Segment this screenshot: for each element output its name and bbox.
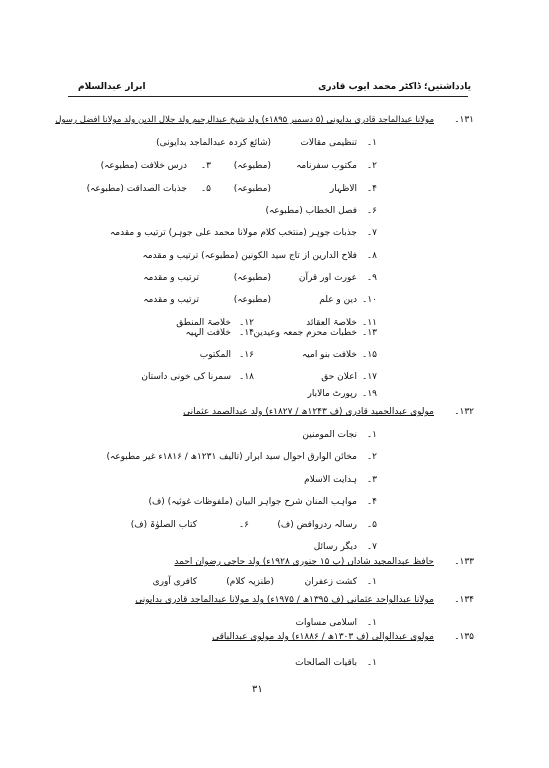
item-number: ۱۸۔ xyxy=(239,372,254,382)
item-title: باقیات الصالحات xyxy=(295,658,357,668)
item-number: ۱۔ xyxy=(366,577,377,587)
item-number: ۹۔ xyxy=(366,273,377,283)
item-title: مکتوب سفرنامہ xyxy=(296,161,357,171)
item-number: ۱۴۔ xyxy=(239,328,254,338)
item-title: ہدایت الاسلام xyxy=(304,475,357,485)
section-number: ۱۳۳۔ xyxy=(454,557,474,567)
section-number: ۱۳۲۔ xyxy=(454,407,474,417)
item-number: ۳۔ xyxy=(366,475,377,485)
item-title: مخائن الوارق احوال سید ابرار (تالیف ۱۲۳۱ھ / ۱۸۱۶ء غیر مطبوعہ) xyxy=(106,452,357,462)
item-title: خلاصۃ العقائد xyxy=(306,318,357,328)
item-note: (مطبوعہ) xyxy=(233,161,271,171)
item-number: ۵۔ xyxy=(366,520,377,530)
item-number: ۱۔ xyxy=(366,618,377,628)
item-number: ۱۔ xyxy=(366,658,377,668)
item-title: خلاصۃ المنطق xyxy=(176,318,231,328)
item-title: مواہب المنان شرح جواہر البیان (ملفوظات غوثیہ) (ف) xyxy=(148,497,357,507)
item-number: ۷۔ xyxy=(366,228,377,238)
section-number: ۱۳۵۔ xyxy=(454,632,474,642)
item-note: (طنزیہ کلام) xyxy=(226,577,274,587)
section-heading: حافظ عبدالمجید شاداں (پ ۱۵ جنوری ۱۹۲۸ء) ولد حاجی رضوان احمد xyxy=(174,557,434,567)
item-note: (مطبوعہ) xyxy=(233,273,271,283)
item-title: رسالہ ردروافض (ف) xyxy=(277,520,357,530)
item-number: ۱۔ xyxy=(366,430,377,440)
item-title: جذبات جوہر (منتخب کلام مولانا محمد علی جوہر) ترتیب و مقدمہ xyxy=(110,228,357,238)
item-number: ۷۔ xyxy=(366,542,377,552)
item-number: ۴۔ xyxy=(366,497,377,507)
item-number: ۱۶۔ xyxy=(239,350,254,360)
item-number: ۱۳۔ xyxy=(362,328,377,338)
item-title: کافری آوری xyxy=(152,577,197,587)
item-title: ترتیب و مقدمہ xyxy=(143,273,199,283)
item-title: خلافت الہیہ xyxy=(185,328,231,338)
item-title: سمرنا کی خونی داستان xyxy=(141,372,231,382)
item-number: ۱۔ xyxy=(366,138,377,148)
section-heading: مولانا عبدالواحد عثمانی (ف ۱۳۹۵ھ / ۱۹۷۵ء) ولد مولانا عبدالماجد قادری بدایونی xyxy=(135,595,434,605)
item-number: ۶۔ xyxy=(238,520,249,530)
item-note: (مطبوعہ) xyxy=(233,295,271,305)
item-number: ۸۔ xyxy=(366,251,377,261)
item-number: ۱۵۔ xyxy=(362,350,377,360)
item-title: عورت اور قرآن xyxy=(298,273,357,283)
item-number: ۲۔ xyxy=(366,452,377,462)
page-number: ۳۱ xyxy=(252,684,263,695)
item-number: ۱۰۔ xyxy=(362,295,377,305)
header-title-left: ابرار عبدالسلام xyxy=(78,82,146,92)
section-heading: مولانا عبدالماجد قادری بدایونی (۵ دسمبر ۱۸۹۵ء) ولد شیخ عبدالرحیم ولد جلال الدین ولد مولانا افضل رسول xyxy=(55,115,434,125)
item-number: ۱۷۔ xyxy=(362,372,377,382)
header-rule xyxy=(68,96,468,97)
item-number: ۳۔ xyxy=(200,161,211,171)
item-title: رپورٹ مالابار xyxy=(307,389,357,399)
item-title: اسلامی مساوات xyxy=(295,618,357,628)
item-title: کتاب الصلوٰۃ (ف) xyxy=(130,520,197,530)
item-number: ۱۹۔ xyxy=(362,389,377,399)
item-title: المکتوب xyxy=(199,350,231,360)
item-title: الاظہار xyxy=(329,184,357,194)
item-title: دین و علم xyxy=(319,295,357,305)
item-title: کشت زعفران xyxy=(304,577,357,587)
section-number: ۱۳۱۔ xyxy=(454,115,474,125)
item-title: خلافت بنو امیہ xyxy=(302,350,357,360)
section-number: ۱۳۴۔ xyxy=(454,595,474,605)
item-number: ۱۱۔ xyxy=(362,318,377,328)
item-title: خطبات محرم جمعہ وعیدین xyxy=(253,328,357,338)
item-number: ۲۔ xyxy=(366,161,377,171)
section-heading: مولوی عبدالحمید قادری (ف ۱۲۴۳ھ / ۱۸۲۷ء) ولد عبدالصمد عثمانی xyxy=(183,407,434,417)
item-title: دیگر رسائل xyxy=(313,542,357,552)
item-note: (مطبوعہ) xyxy=(233,184,271,194)
item-number: ۵۔ xyxy=(200,184,211,194)
item-title: نجات المومنین xyxy=(302,430,357,440)
item-title: تنظیمی مقالات xyxy=(300,138,357,148)
item-number: ۴۔ xyxy=(366,184,377,194)
item-title: اعلان حق xyxy=(321,372,357,382)
item-note: (شائع کردہ عبدالماجد بدایونی) xyxy=(156,138,271,148)
item-number: ۱۲۔ xyxy=(239,318,254,328)
item-title: ترتیب و مقدمہ xyxy=(143,295,199,305)
item-title: فصل الخطاب (مطبوعہ) xyxy=(265,206,357,216)
header-title-right: یادداشتیں؛ ڈاکٹر محمد ایوب قادری xyxy=(318,82,471,92)
item-number: ۶۔ xyxy=(366,206,377,216)
item-title: جذبات الصداقت (مطبوعہ) xyxy=(86,184,187,194)
section-heading: مولوی عبدالوالی (ف ۱۳۰۳ھ / ۱۸۸۶ء) ولد مولوی عبدالباقی xyxy=(212,632,434,642)
item-title: درس خلافت (مطبوعہ) xyxy=(100,161,187,171)
item-title: فلاح الدارین از تاج سید الکونین (مطبوعہ) ترتیب و مقدمہ xyxy=(142,251,357,261)
